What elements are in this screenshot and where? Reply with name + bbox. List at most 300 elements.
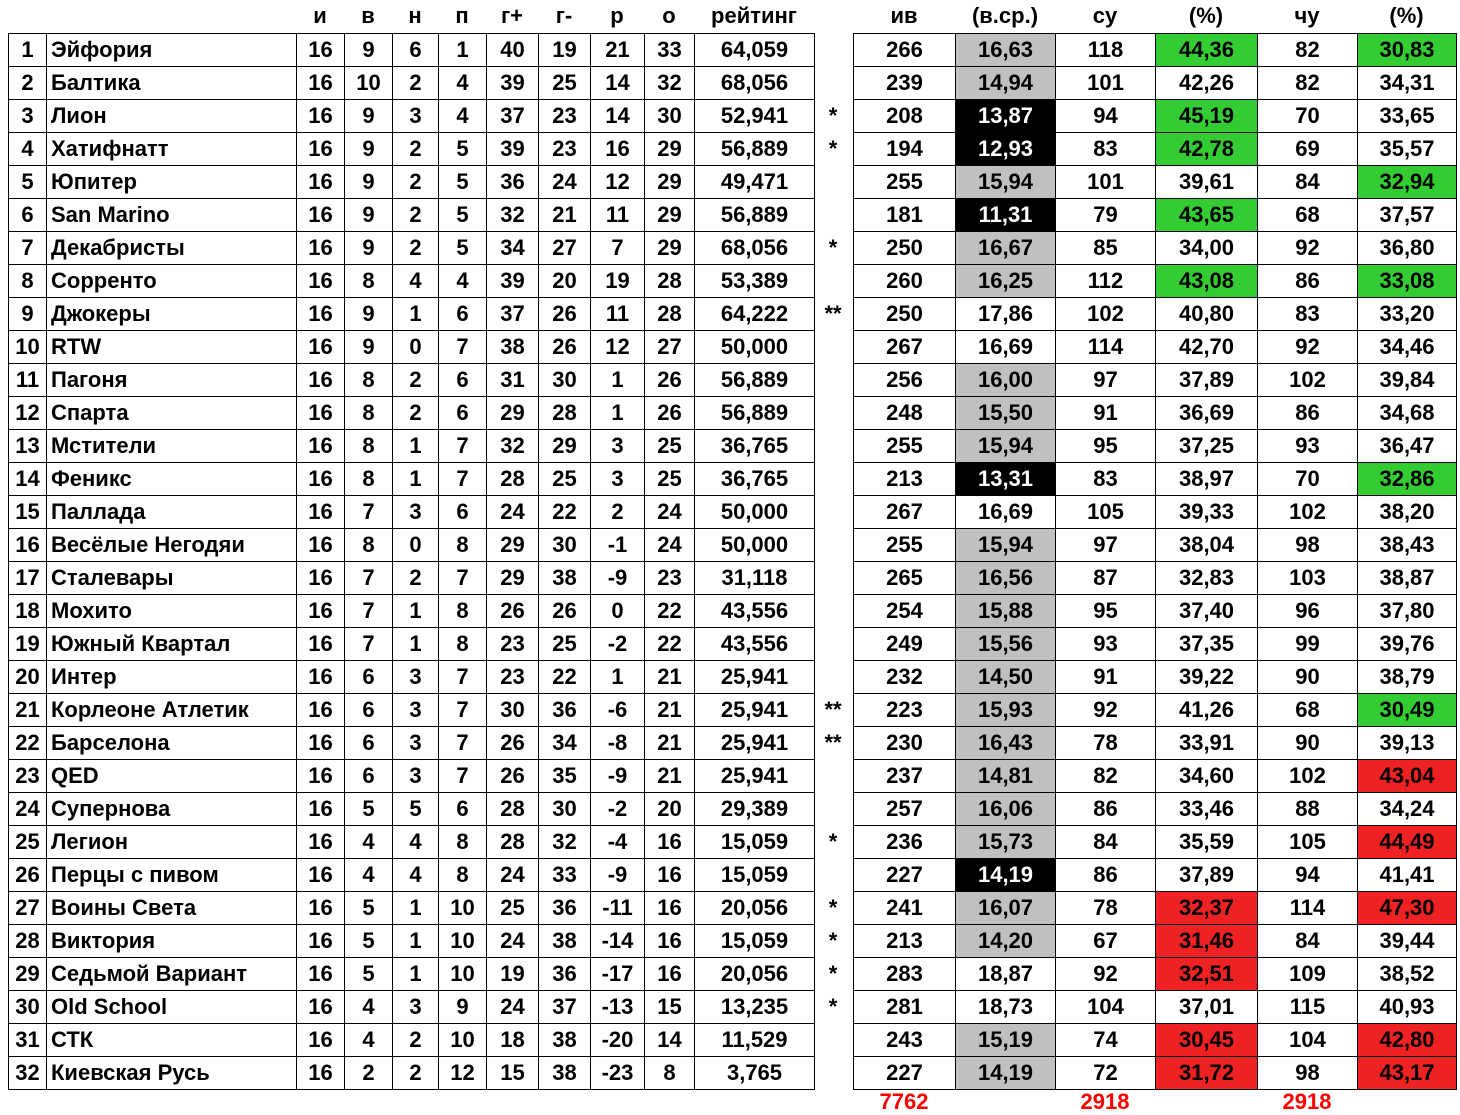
header-wins: в bbox=[361, 3, 375, 28]
goals-against-cell: 35 bbox=[539, 760, 591, 793]
header-goals-against: г- bbox=[555, 3, 573, 28]
team-name: Old School bbox=[47, 991, 297, 1024]
chu-cell: 94 bbox=[1258, 859, 1358, 892]
chu-pct-cell: 33,65 bbox=[1358, 100, 1457, 133]
goal-diff-cell: 16 bbox=[591, 133, 645, 166]
draws-cell: 0 bbox=[393, 529, 439, 562]
su-pct-cell: 42,78 bbox=[1156, 133, 1258, 166]
header-losses: п bbox=[455, 3, 469, 28]
chu-pct-cell: 32,94 bbox=[1358, 166, 1457, 199]
su-cell: 91 bbox=[1056, 661, 1156, 694]
rating-cell: 25,941 bbox=[695, 694, 815, 727]
goal-diff-cell: -9 bbox=[591, 562, 645, 595]
table-row bbox=[9, 925, 815, 958]
table-row bbox=[9, 67, 815, 100]
row-mark: * bbox=[828, 136, 838, 161]
chu-cell: 102 bbox=[1258, 496, 1358, 529]
iv-cell: 239 bbox=[854, 67, 956, 100]
avg-cell: 15,94 bbox=[956, 166, 1056, 199]
goals-for-cell: 29 bbox=[487, 562, 539, 595]
team-name: Пагоня bbox=[47, 364, 297, 397]
chu-pct-cell: 47,30 bbox=[1358, 892, 1457, 925]
chu-pct-cell: 38,87 bbox=[1358, 562, 1457, 595]
iv-cell: 250 bbox=[854, 232, 956, 265]
chu-cell: 92 bbox=[1258, 232, 1358, 265]
team-name: Хатифнатт bbox=[47, 133, 297, 166]
row-number: 17 bbox=[9, 562, 47, 595]
iv-cell: 236 bbox=[854, 826, 956, 859]
losses-cell: 8 bbox=[439, 529, 487, 562]
goals-for-cell: 29 bbox=[487, 529, 539, 562]
row-number: 8 bbox=[9, 265, 47, 298]
chu-cell: 98 bbox=[1258, 1057, 1358, 1090]
losses-cell: 6 bbox=[439, 298, 487, 331]
table-row bbox=[854, 892, 1457, 925]
row-number: 24 bbox=[9, 793, 47, 826]
wins-cell: 8 bbox=[345, 430, 393, 463]
losses-cell: 4 bbox=[439, 67, 487, 100]
losses-cell: 7 bbox=[439, 694, 487, 727]
goal-diff-cell: 12 bbox=[591, 166, 645, 199]
goal-diff-cell: -13 bbox=[591, 991, 645, 1024]
table-row bbox=[9, 661, 815, 694]
wins-cell: 7 bbox=[345, 595, 393, 628]
iv-cell: 267 bbox=[854, 496, 956, 529]
wins-cell: 7 bbox=[345, 628, 393, 661]
goals-for-cell: 34 bbox=[487, 232, 539, 265]
table-row bbox=[854, 199, 1457, 232]
team-name: QED bbox=[47, 760, 297, 793]
goals-for-cell: 24 bbox=[487, 925, 539, 958]
goals-against-cell: 25 bbox=[539, 463, 591, 496]
table-row bbox=[9, 892, 815, 925]
row-mark bbox=[815, 495, 851, 528]
su-cell: 93 bbox=[1056, 628, 1156, 661]
goal-diff-cell: -11 bbox=[591, 892, 645, 925]
avg-cell: 16,63 bbox=[956, 34, 1056, 67]
table-row bbox=[854, 694, 1457, 727]
su-pct-cell: 43,65 bbox=[1156, 199, 1258, 232]
row-number: 9 bbox=[9, 298, 47, 331]
table-row bbox=[9, 727, 815, 760]
games-cell: 16 bbox=[297, 1024, 345, 1057]
avg-cell: 16,06 bbox=[956, 793, 1056, 826]
points-cell: 8 bbox=[645, 1057, 695, 1090]
draws-cell: 3 bbox=[393, 991, 439, 1024]
table-row bbox=[854, 661, 1457, 694]
draws-cell: 1 bbox=[393, 298, 439, 331]
games-cell: 16 bbox=[297, 529, 345, 562]
row-number: 20 bbox=[9, 661, 47, 694]
losses-cell: 8 bbox=[439, 826, 487, 859]
games-cell: 16 bbox=[297, 694, 345, 727]
games-cell: 16 bbox=[297, 100, 345, 133]
points-cell: 21 bbox=[645, 760, 695, 793]
goals-for-cell: 26 bbox=[487, 727, 539, 760]
goals-for-cell: 23 bbox=[487, 661, 539, 694]
header-rating: рейтинг bbox=[711, 3, 797, 28]
avg-cell: 15,56 bbox=[956, 628, 1056, 661]
rating-cell: 56,889 bbox=[695, 133, 815, 166]
team-name: Седьмой Вариант bbox=[47, 958, 297, 991]
avg-cell: 13,31 bbox=[956, 463, 1056, 496]
games-cell: 16 bbox=[297, 34, 345, 67]
goal-diff-cell: -6 bbox=[591, 694, 645, 727]
wins-cell: 4 bbox=[345, 826, 393, 859]
su-pct-cell: 44,36 bbox=[1156, 34, 1258, 67]
table-row bbox=[854, 628, 1457, 661]
goals-for-cell: 38 bbox=[487, 331, 539, 364]
su-cell: 83 bbox=[1056, 133, 1156, 166]
row-mark bbox=[815, 165, 851, 198]
team-name: Южный Квартал bbox=[47, 628, 297, 661]
table-row bbox=[9, 562, 815, 595]
chu-cell: 69 bbox=[1258, 133, 1358, 166]
team-name: Балтика bbox=[47, 67, 297, 100]
games-cell: 16 bbox=[297, 958, 345, 991]
total-chu: 2918 bbox=[1282, 1089, 1332, 1114]
rating-cell: 15,059 bbox=[695, 859, 815, 892]
su-cell: 67 bbox=[1056, 925, 1156, 958]
iv-cell: 283 bbox=[854, 958, 956, 991]
row-number: 30 bbox=[9, 991, 47, 1024]
su-cell: 104 bbox=[1056, 991, 1156, 1024]
goals-against-cell: 30 bbox=[539, 529, 591, 562]
su-pct-cell: 37,89 bbox=[1156, 859, 1258, 892]
draws-cell: 2 bbox=[393, 67, 439, 100]
games-cell: 16 bbox=[297, 595, 345, 628]
goal-diff-cell: 11 bbox=[591, 298, 645, 331]
su-pct-cell: 39,61 bbox=[1156, 166, 1258, 199]
table-row bbox=[854, 595, 1457, 628]
su-pct-cell: 35,59 bbox=[1156, 826, 1258, 859]
points-cell: 24 bbox=[645, 496, 695, 529]
points-cell: 30 bbox=[645, 100, 695, 133]
iv-cell: 266 bbox=[854, 34, 956, 67]
team-name: Спарта bbox=[47, 397, 297, 430]
wins-cell: 5 bbox=[345, 925, 393, 958]
goals-for-cell: 28 bbox=[487, 793, 539, 826]
draws-cell: 1 bbox=[393, 892, 439, 925]
team-name: Сорренто bbox=[47, 265, 297, 298]
goals-for-cell: 37 bbox=[487, 100, 539, 133]
goals-against-cell: 33 bbox=[539, 859, 591, 892]
row-number: 18 bbox=[9, 595, 47, 628]
header-su-pct: (%) bbox=[1188, 3, 1224, 28]
row-mark bbox=[815, 594, 851, 627]
losses-cell: 5 bbox=[439, 133, 487, 166]
su-cell: 94 bbox=[1056, 100, 1156, 133]
table-row bbox=[9, 166, 815, 199]
iv-cell: 250 bbox=[854, 298, 956, 331]
iv-cell: 267 bbox=[854, 331, 956, 364]
table-row bbox=[854, 562, 1457, 595]
table-row bbox=[854, 1024, 1457, 1057]
row-mark bbox=[815, 429, 851, 462]
goals-against-cell: 38 bbox=[539, 925, 591, 958]
su-pct-cell: 37,01 bbox=[1156, 991, 1258, 1024]
table-row bbox=[9, 859, 815, 892]
team-name: Мстители bbox=[47, 430, 297, 463]
chu-pct-cell: 32,86 bbox=[1358, 463, 1457, 496]
points-cell: 28 bbox=[645, 265, 695, 298]
losses-cell: 7 bbox=[439, 562, 487, 595]
avg-cell: 15,93 bbox=[956, 694, 1056, 727]
row-number: 6 bbox=[9, 199, 47, 232]
wins-cell: 5 bbox=[345, 892, 393, 925]
points-cell: 29 bbox=[645, 166, 695, 199]
losses-cell: 7 bbox=[439, 463, 487, 496]
su-pct-cell: 37,25 bbox=[1156, 430, 1258, 463]
losses-cell: 5 bbox=[439, 232, 487, 265]
iv-cell: 208 bbox=[854, 100, 956, 133]
goals-against-cell: 26 bbox=[539, 331, 591, 364]
losses-cell: 8 bbox=[439, 859, 487, 892]
avg-cell: 15,88 bbox=[956, 595, 1056, 628]
chu-cell: 82 bbox=[1258, 67, 1358, 100]
rating-cell: 20,056 bbox=[695, 892, 815, 925]
rating-cell: 52,941 bbox=[695, 100, 815, 133]
goal-diff-cell: -4 bbox=[591, 826, 645, 859]
losses-cell: 12 bbox=[439, 1057, 487, 1090]
iv-cell: 281 bbox=[854, 991, 956, 1024]
draws-cell: 2 bbox=[393, 166, 439, 199]
su-cell: 112 bbox=[1056, 265, 1156, 298]
goals-against-cell: 29 bbox=[539, 430, 591, 463]
games-cell: 16 bbox=[297, 562, 345, 595]
avg-cell: 15,19 bbox=[956, 1024, 1056, 1057]
su-pct-cell: 34,00 bbox=[1156, 232, 1258, 265]
iv-cell: 249 bbox=[854, 628, 956, 661]
iv-cell: 194 bbox=[854, 133, 956, 166]
goals-for-cell: 15 bbox=[487, 1057, 539, 1090]
goal-diff-cell: -9 bbox=[591, 760, 645, 793]
draws-cell: 4 bbox=[393, 859, 439, 892]
points-cell: 29 bbox=[645, 232, 695, 265]
games-cell: 16 bbox=[297, 430, 345, 463]
draws-cell: 5 bbox=[393, 793, 439, 826]
avg-cell: 16,69 bbox=[956, 331, 1056, 364]
avg-cell: 16,25 bbox=[956, 265, 1056, 298]
wins-cell: 8 bbox=[345, 397, 393, 430]
goal-diff-cell: 0 bbox=[591, 595, 645, 628]
header-goal-diff: р bbox=[610, 3, 624, 28]
chu-cell: 109 bbox=[1258, 958, 1358, 991]
table-row bbox=[9, 133, 815, 166]
su-pct-cell: 40,80 bbox=[1156, 298, 1258, 331]
goals-against-cell: 37 bbox=[539, 991, 591, 1024]
points-cell: 22 bbox=[645, 595, 695, 628]
rating-cell: 50,000 bbox=[695, 529, 815, 562]
iv-cell: 237 bbox=[854, 760, 956, 793]
avg-cell: 16,43 bbox=[956, 727, 1056, 760]
header-points: о bbox=[662, 3, 676, 28]
table-row bbox=[854, 331, 1457, 364]
losses-cell: 5 bbox=[439, 166, 487, 199]
points-cell: 16 bbox=[645, 925, 695, 958]
points-cell: 16 bbox=[645, 958, 695, 991]
chu-cell: 82 bbox=[1258, 34, 1358, 67]
chu-cell: 115 bbox=[1258, 991, 1358, 1024]
games-cell: 16 bbox=[297, 496, 345, 529]
iv-cell: 257 bbox=[854, 793, 956, 826]
team-name: Супернова bbox=[47, 793, 297, 826]
wins-cell: 9 bbox=[345, 100, 393, 133]
chu-pct-cell: 43,17 bbox=[1358, 1057, 1457, 1090]
draws-cell: 2 bbox=[393, 1057, 439, 1090]
team-name: San Marino bbox=[47, 199, 297, 232]
table-row bbox=[854, 34, 1457, 67]
su-cell: 114 bbox=[1056, 331, 1156, 364]
rating-cell: 50,000 bbox=[695, 496, 815, 529]
su-cell: 97 bbox=[1056, 529, 1156, 562]
table-row bbox=[9, 298, 815, 331]
table-row bbox=[9, 595, 815, 628]
row-number: 13 bbox=[9, 430, 47, 463]
rating-cell: 56,889 bbox=[695, 199, 815, 232]
table-row bbox=[854, 298, 1457, 331]
chu-pct-cell: 41,41 bbox=[1358, 859, 1457, 892]
table-row bbox=[9, 793, 815, 826]
goals-for-cell: 23 bbox=[487, 628, 539, 661]
table-row bbox=[9, 628, 815, 661]
chu-pct-cell: 42,80 bbox=[1358, 1024, 1457, 1057]
team-name: Перцы с пивом bbox=[47, 859, 297, 892]
wins-cell: 2 bbox=[345, 1057, 393, 1090]
team-name: Барселона bbox=[47, 727, 297, 760]
team-name: Весёлые Негодяи bbox=[47, 529, 297, 562]
team-name: СТК bbox=[47, 1024, 297, 1057]
chu-cell: 84 bbox=[1258, 166, 1358, 199]
chu-cell: 105 bbox=[1258, 826, 1358, 859]
team-name: Феникс bbox=[47, 463, 297, 496]
draws-cell: 6 bbox=[393, 34, 439, 67]
wins-cell: 5 bbox=[345, 958, 393, 991]
su-cell: 95 bbox=[1056, 430, 1156, 463]
chu-cell: 103 bbox=[1258, 562, 1358, 595]
games-cell: 16 bbox=[297, 199, 345, 232]
goals-for-cell: 37 bbox=[487, 298, 539, 331]
goal-diff-cell: 14 bbox=[591, 67, 645, 100]
draws-cell: 1 bbox=[393, 925, 439, 958]
su-pct-cell: 38,97 bbox=[1156, 463, 1258, 496]
goal-diff-cell: -2 bbox=[591, 793, 645, 826]
losses-cell: 10 bbox=[439, 892, 487, 925]
row-mark bbox=[815, 660, 851, 693]
points-cell: 25 bbox=[645, 463, 695, 496]
games-cell: 16 bbox=[297, 298, 345, 331]
su-pct-cell: 31,46 bbox=[1156, 925, 1258, 958]
table-row bbox=[9, 1057, 815, 1090]
row-number: 22 bbox=[9, 727, 47, 760]
su-cell: 78 bbox=[1056, 727, 1156, 760]
team-name: Мохито bbox=[47, 595, 297, 628]
row-number: 19 bbox=[9, 628, 47, 661]
losses-cell: 7 bbox=[439, 760, 487, 793]
games-cell: 16 bbox=[297, 331, 345, 364]
wins-cell: 8 bbox=[345, 463, 393, 496]
su-cell: 79 bbox=[1056, 199, 1156, 232]
avg-cell: 16,07 bbox=[956, 892, 1056, 925]
su-cell: 83 bbox=[1056, 463, 1156, 496]
draws-cell: 2 bbox=[393, 364, 439, 397]
chu-pct-cell: 36,80 bbox=[1358, 232, 1457, 265]
goals-for-cell: 32 bbox=[487, 199, 539, 232]
table-row bbox=[854, 67, 1457, 100]
table-row bbox=[854, 826, 1457, 859]
table-row bbox=[9, 331, 815, 364]
su-pct-cell: 38,04 bbox=[1156, 529, 1258, 562]
row-mark: * bbox=[828, 235, 838, 260]
games-cell: 16 bbox=[297, 67, 345, 100]
goals-against-cell: 22 bbox=[539, 661, 591, 694]
losses-cell: 10 bbox=[439, 958, 487, 991]
header-chu: чу bbox=[1294, 3, 1320, 28]
team-name: Воины Света bbox=[47, 892, 297, 925]
rating-cell: 68,056 bbox=[695, 67, 815, 100]
avg-cell: 14,50 bbox=[956, 661, 1056, 694]
losses-cell: 4 bbox=[439, 265, 487, 298]
avg-cell: 14,19 bbox=[956, 1057, 1056, 1090]
points-cell: 29 bbox=[645, 199, 695, 232]
rating-cell: 20,056 bbox=[695, 958, 815, 991]
goals-against-cell: 25 bbox=[539, 67, 591, 100]
total-iv: 7762 bbox=[879, 1089, 929, 1114]
goals-for-cell: 26 bbox=[487, 595, 539, 628]
rating-cell: 15,059 bbox=[695, 925, 815, 958]
row-number: 25 bbox=[9, 826, 47, 859]
table-row bbox=[9, 232, 815, 265]
goals-against-cell: 22 bbox=[539, 496, 591, 529]
chu-pct-cell: 40,93 bbox=[1358, 991, 1457, 1024]
points-cell: 26 bbox=[645, 397, 695, 430]
draws-cell: 2 bbox=[393, 1024, 439, 1057]
total-su: 2918 bbox=[1080, 1089, 1130, 1114]
table-row bbox=[9, 496, 815, 529]
points-cell: 21 bbox=[645, 727, 695, 760]
goal-diff-cell: 2 bbox=[591, 496, 645, 529]
losses-cell: 9 bbox=[439, 991, 487, 1024]
table-row bbox=[854, 529, 1457, 562]
su-pct-cell: 45,19 bbox=[1156, 100, 1258, 133]
table-row bbox=[854, 364, 1457, 397]
table-row bbox=[854, 925, 1457, 958]
row-mark: * bbox=[828, 994, 838, 1019]
table-row bbox=[9, 430, 815, 463]
row-number: 3 bbox=[9, 100, 47, 133]
games-cell: 16 bbox=[297, 727, 345, 760]
header-chu-pct: (%) bbox=[1389, 3, 1424, 28]
draws-cell: 2 bbox=[393, 562, 439, 595]
iv-cell: 256 bbox=[854, 364, 956, 397]
wins-cell: 7 bbox=[345, 562, 393, 595]
row-mark bbox=[815, 528, 851, 561]
stats-table bbox=[853, 33, 1457, 1090]
goal-diff-cell: -20 bbox=[591, 1024, 645, 1057]
su-pct-cell: 43,08 bbox=[1156, 265, 1258, 298]
points-cell: 21 bbox=[645, 661, 695, 694]
iv-cell: 181 bbox=[854, 199, 956, 232]
iv-cell: 254 bbox=[854, 595, 956, 628]
chu-cell: 92 bbox=[1258, 331, 1358, 364]
rating-cell: 25,941 bbox=[695, 661, 815, 694]
wins-cell: 8 bbox=[345, 529, 393, 562]
games-cell: 16 bbox=[297, 397, 345, 430]
points-cell: 27 bbox=[645, 331, 695, 364]
iv-cell: 243 bbox=[854, 1024, 956, 1057]
chu-cell: 84 bbox=[1258, 925, 1358, 958]
row-mark bbox=[815, 33, 851, 66]
